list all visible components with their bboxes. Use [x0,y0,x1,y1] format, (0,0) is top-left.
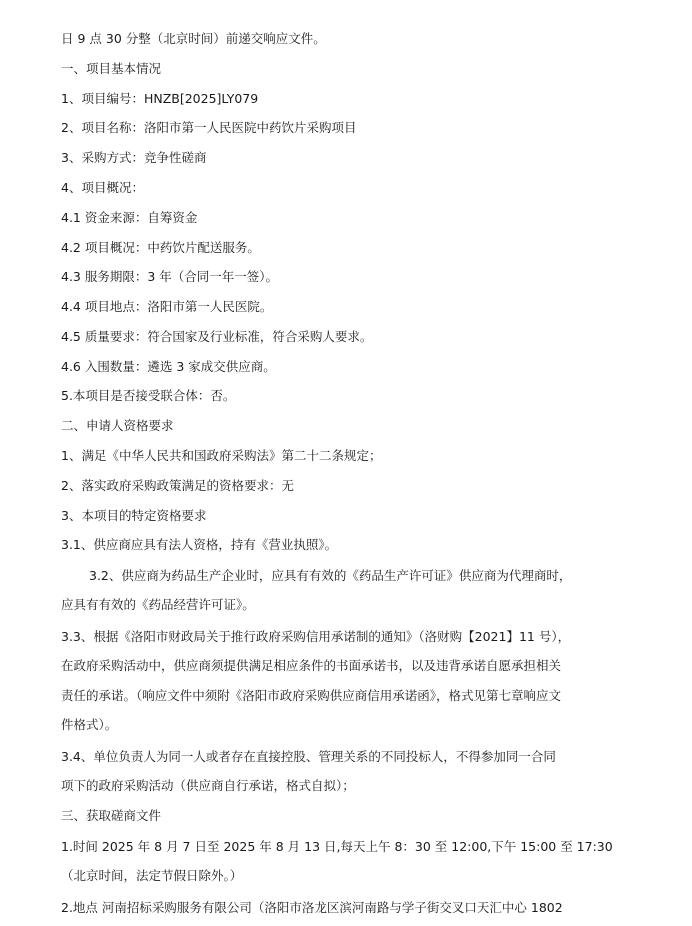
text-line: 2、项目名称：洛阳市第一人民医院中药饮片采购项目 [61,120,357,135]
text-line: 4、项目概况： [61,180,144,195]
text-line: 责任的承诺。（响应文件中须附《洛阳市政府采购供应商信用承诺函》，格式见第七章响应文 [61,688,562,703]
text-line: 4.2 项目概况：中药饮片配送服务。 [61,240,260,255]
text-line: 1.时间 2025 年 8 月 7 日至 2025 年 8 月 13 日,每天上午 8：30 至 12:00,下午 15:00 至 17:30 [61,839,613,854]
text-line: 2、落实政府采购政策满足的资格要求：无 [61,478,294,493]
text-line: 4.3 服务期限：3 年（合同一年一签）。 [61,269,279,284]
text-line: 4.6 入围数量：遴选 3 家成交供应商。 [61,359,276,374]
text-line: 3、本项目的特定资格要求 [61,508,207,523]
section-heading-obtain-documents: 三、获取磋商文件 [61,808,162,823]
text-line: 1、项目编号：HNZB[2025]LY079 [61,91,259,106]
text-line: 2.地点 河南招标采购服务有限公司（洛阳市洛龙区滨河南路与学子街交叉口天汇中心 1802 [61,900,563,915]
text-line: 5.本项目是否接受联合体：否。 [61,388,236,403]
text-line: 件格式）。 [61,717,118,732]
text-line: 1、满足《中华人民共和国政府采购法》第二十二条规定； [61,448,382,463]
text-line: 3、采购方式：竞争性磋商 [61,150,207,165]
text-line: 在政府采购活动中，供应商须提供满足相应条件的书面承诺书，以及违背承诺自愿承担相关 [61,658,562,673]
text-line: 4.5 质量要求：符合国家及行业标准，符合采购人要求。 [61,329,373,344]
text-line: 4.1 资金来源：自筹资金 [61,210,198,225]
text-line: 应具有有效的《药品经营许可证》。 [61,597,255,612]
text-line: 4.4 项目地点：洛阳市第一人民医院。 [61,299,273,314]
text-line: 项下的政府采购活动（供应商自行承诺，格式自拟）； [61,778,355,793]
text-line-indented: 3.2、供应商为药品生产企业时，应具有有效的《药品生产许可证》供应商为代理商时， [89,568,572,583]
text-line: 3.1、供应商应具有法人资格，持有《营业执照》。 [61,537,338,552]
section-heading-project-info: 一、项目基本情况 [61,61,162,76]
text-line: 日 9 点 30 分整（北京时间）前递交响应文件。 [61,31,326,46]
text-line: 3.4、单位负责人为同一人或者存在直接控股、管理关系的不同投标人，不得参加同一合同 [61,749,556,764]
text-line: 3.3、根据《洛阳市财政局关于推行政府采购信用承诺制的通知》（洛财购【2021】11 号）， [61,629,571,644]
text-line: （北京时间，法定节假日除外。） [61,868,243,883]
section-heading-qualification: 二、申请人资格要求 [61,418,174,433]
